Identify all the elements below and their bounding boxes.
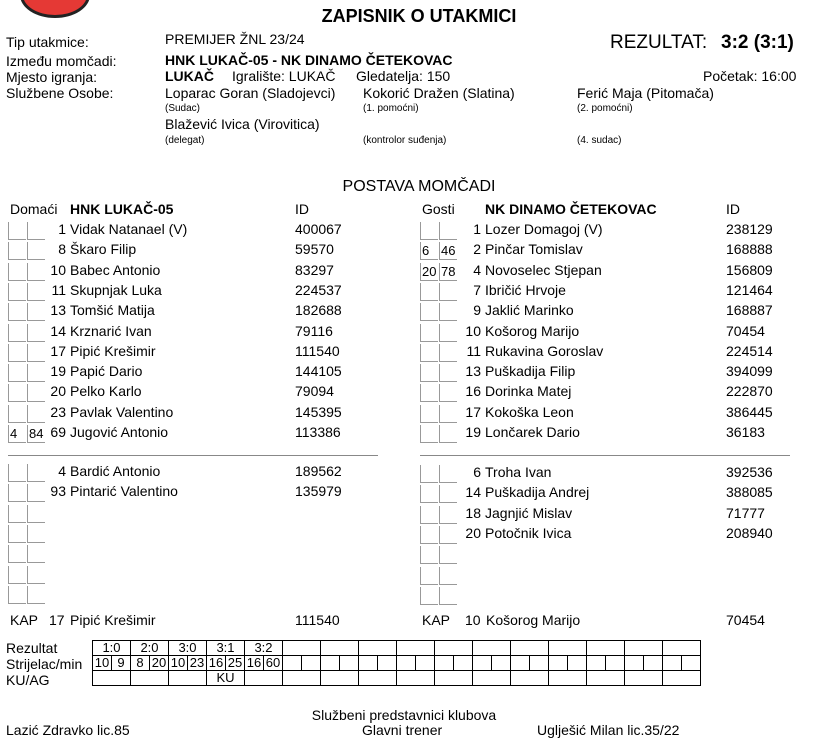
away-bench-name: Troha Ivan: [485, 464, 552, 480]
score-cell: [511, 641, 549, 656]
away-player-id: 70454: [726, 322, 765, 339]
away-player-id: 386445: [726, 403, 773, 420]
away-team-name: NK DINAMO ČETEKOVAC: [485, 201, 657, 217]
scorer-cell: 8: [131, 656, 150, 671]
score-cell: [321, 641, 359, 656]
away-player-name: Kokoška Leon: [485, 403, 574, 420]
home-player-number: 17: [50, 342, 66, 359]
home-sub-out-box: [8, 263, 26, 281]
scorer-cell: [568, 656, 587, 671]
home-player-number: 23: [50, 403, 66, 420]
representative-role: Glavni trener: [362, 722, 443, 738]
home-player-name: Škaro Filip: [70, 241, 137, 258]
away-player-number: 10: [465, 322, 481, 339]
away-sub-out-box: [420, 222, 438, 240]
away-player-name: Pinčar Tomislav: [485, 241, 583, 258]
home-player-number: 8: [58, 241, 66, 258]
scorer-cell: 60: [264, 656, 283, 671]
away-player-name: Novoselec Stjepan: [485, 261, 602, 278]
score-cell: 1:0: [93, 641, 131, 656]
away-id-header: ID: [726, 201, 740, 217]
home-player-id: 182688: [295, 302, 342, 319]
away-player-id: 168887: [726, 302, 773, 319]
away-sub-out-box: [420, 425, 438, 443]
home-id-header: ID: [295, 201, 309, 217]
away-player-id: 222870: [726, 383, 773, 400]
home-player-number: 13: [50, 302, 66, 319]
away-bench-number: 14: [465, 484, 481, 501]
away-representative: Uglješić Milan lic.35/22: [537, 722, 680, 738]
home-sub-out-box: [8, 242, 26, 260]
izmedu-value: HNK LUKAČ-05 - NK DINAMO ČETEKOVAC: [165, 52, 453, 68]
away-player-name: Lozer Domagoj (V): [485, 221, 603, 237]
mjesto-value: LUKAČ: [165, 68, 214, 84]
home-representative: Lazić Zdravko lic.85: [6, 722, 130, 738]
home-bench-name: Bardić Antonio: [70, 463, 161, 479]
scorer-cell: [283, 656, 302, 671]
home-sub-out-box: [8, 364, 26, 382]
away-player-name: Puškadija Filip: [485, 363, 576, 380]
away-player-number: 13: [465, 363, 481, 380]
home-player-id: 79094: [295, 383, 334, 400]
away-player-id: 224514: [726, 342, 773, 359]
score-cell: 3:1: [207, 641, 245, 656]
home-player-id: 59570: [295, 241, 334, 258]
page-title: ZAPISNIK O UTAKMICI: [321, 6, 517, 26]
home-bench-box: [8, 586, 26, 604]
kuag-cell: [625, 671, 663, 686]
score-cell: [283, 641, 321, 656]
away-bench-box: [420, 526, 438, 544]
away-divider: [420, 455, 790, 456]
home-sub-out-box: [8, 405, 26, 423]
away-player-number: 2: [473, 241, 481, 258]
away-bench-id: 388085: [726, 484, 773, 501]
home-sub-out-box: [8, 303, 26, 321]
scorers-label: Strijelac/min: [6, 656, 83, 672]
home-bench-box: [27, 586, 45, 604]
score-cell: [435, 641, 473, 656]
lineups-title: POSTAVA MOMČADI: [342, 178, 496, 195]
away-player-number: 7: [473, 281, 481, 298]
home-player-number: 14: [50, 322, 66, 339]
scorer-cell: [492, 656, 511, 671]
scorer-cell: 16: [207, 656, 226, 671]
away-player-name: Jaklić Marinko: [485, 302, 574, 319]
home-label: Domaći: [10, 201, 58, 217]
home-player-name: Pipić Krešimir: [70, 342, 156, 359]
official-role: (Sudac): [165, 103, 201, 114]
scorer-cell: [473, 656, 492, 671]
home-player-id: 400067: [295, 221, 342, 237]
scorer-cell: [587, 656, 606, 671]
score-cell: 3:2: [245, 641, 283, 656]
kuag-cell: [283, 671, 321, 686]
home-sub-out-box: [8, 324, 26, 342]
scorer-cell: [549, 656, 568, 671]
home-sub-out-box: [8, 384, 26, 402]
official-role: (delegat): [165, 135, 205, 146]
home-player-id: 83297: [295, 261, 334, 278]
away-sub-out-box: [420, 283, 438, 301]
izmedu-label: Između momčadi:: [6, 53, 117, 69]
away-bench-number: 20: [465, 524, 481, 541]
home-player-name: Vidak Natanael (V): [70, 221, 188, 237]
score-cell: [625, 641, 663, 656]
away-bench-box: [439, 567, 457, 585]
official-role: (4. sudac): [577, 135, 622, 146]
home-player-name: Papić Dario: [70, 363, 143, 380]
away-kap-name: Košorog Marijo: [486, 612, 581, 628]
pocetak: Početak: 16:00: [703, 68, 797, 84]
home-team-name: HNK LUKAČ-05: [70, 201, 174, 217]
home-bench-box: [8, 525, 26, 543]
kuag-cell: [169, 671, 207, 686]
scorer-cell: [359, 656, 378, 671]
home-player-number: 11: [51, 281, 66, 298]
away-bench-box: [439, 546, 457, 564]
away-player-number: 4: [473, 261, 481, 278]
score-cell: [663, 641, 701, 656]
results-label: Rezultat: [6, 640, 58, 656]
scorer-cell: [302, 656, 321, 671]
kuag-cell: [435, 671, 473, 686]
kuag-cell: [359, 671, 397, 686]
away-bench-id: 208940: [726, 524, 773, 541]
home-player-number: 20: [50, 383, 66, 400]
official-name: Ferić Maja (Pitomača): [577, 85, 714, 101]
away-player-name: Lončarek Dario: [485, 424, 580, 440]
score-cell: [473, 641, 511, 656]
kuag-cell: [245, 671, 283, 686]
tip-label: Tip utakmice:: [6, 34, 89, 50]
away-kap-id: 70454: [726, 612, 765, 628]
away-label: Gosti: [422, 201, 455, 217]
home-bench-box: [27, 566, 45, 584]
away-bench-box: [420, 567, 438, 585]
official-role: (2. pomoćni): [577, 103, 633, 114]
away-player-name: Košorog Marijo: [485, 322, 580, 339]
home-bench-box: [27, 505, 45, 523]
away-player-number: 11: [466, 342, 481, 359]
scorer-cell: [321, 656, 340, 671]
away-player-name: Dorinka Matej: [485, 383, 572, 400]
scorer-cell: [397, 656, 416, 671]
away-bench-number: 18: [465, 504, 481, 521]
home-kap-number: 17: [49, 612, 65, 628]
scorer-cell: 9: [112, 656, 131, 671]
away-sub-out-box: 20: [422, 263, 437, 279]
results-scorer-row: [93, 656, 701, 671]
away-player-id: 238129: [726, 221, 773, 237]
tip-value: PREMIJER ŽNL 23/24: [165, 31, 305, 47]
away-sub-out-box: 6: [420, 242, 438, 260]
official-name: Blažević Ivica (Virovitica): [165, 116, 320, 132]
kuag-cell: [93, 671, 131, 686]
score-cell: 2:0: [131, 641, 169, 656]
home-bench-id: 135979: [295, 483, 342, 500]
home-player-name: Jugović Antonio: [70, 424, 169, 440]
scorer-cell: [663, 656, 682, 671]
away-bench-id: 71777: [726, 504, 765, 521]
kuag-label: KU/AG: [6, 672, 50, 688]
scorer-cell: 10: [169, 656, 188, 671]
away-bench-box: [420, 587, 438, 605]
home-bench-number: 4: [58, 463, 66, 479]
home-sub-out-box: 4: [8, 425, 26, 443]
home-player-number: 10: [50, 261, 66, 278]
home-sub-min-box: 84: [29, 426, 44, 441]
away-player-name: Rukavina Goroslav: [485, 342, 604, 359]
home-player-id: 79116: [295, 322, 333, 339]
away-sub-out-box: [420, 303, 438, 321]
home-player-name: Tomšić Matija: [70, 302, 155, 319]
home-kap-label: KAP: [10, 612, 39, 628]
home-kap-id: 111540: [295, 612, 340, 628]
scorer-cell: [435, 656, 454, 671]
away-sub-out-box: [420, 344, 438, 362]
rezultat-value: 3:2 (3:1): [721, 32, 794, 53]
away-bench-id: 392536: [726, 464, 773, 480]
away-bench-box: [420, 546, 438, 564]
home-bench-number: 93: [50, 483, 66, 500]
score-cell: [549, 641, 587, 656]
away-bench-box: [420, 485, 438, 503]
official-name: Kokorić Dražen (Slatina): [363, 85, 515, 101]
home-bench-box: [8, 545, 26, 563]
scorer-cell: [454, 656, 473, 671]
home-sub-out-box: [8, 344, 26, 362]
kuag-cell: [473, 671, 511, 686]
away-player-id: 121464: [726, 281, 773, 298]
away-bench-name: Jagnjić Mislav: [485, 504, 573, 521]
kuag-cell: [511, 671, 549, 686]
home-bench-box: [8, 505, 26, 523]
away-sub-min-box: 46: [441, 243, 456, 259]
official-role: (kontrolor suđenja): [363, 135, 447, 146]
scorer-cell: [625, 656, 644, 671]
home-divider: [8, 455, 378, 456]
away-bench-box: [420, 506, 438, 524]
scorer-cell: [682, 656, 701, 671]
kuag-cell: [549, 671, 587, 686]
home-player-name: Pavlak Valentino: [70, 403, 174, 420]
away-bench-name: Puškadija Andrej: [485, 484, 590, 501]
away-sub-out-box: [420, 324, 438, 342]
away-bench-name: Potočnik Ivica: [485, 524, 572, 541]
home-player-number: 19: [50, 363, 66, 380]
mjesto-label: Mjesto igranja:: [6, 69, 98, 85]
away-bench-box: [420, 465, 438, 483]
home-player-number: 1: [58, 221, 66, 237]
gledatelja: Gledatelja: 150: [356, 68, 451, 84]
home-bench-name: Pintarić Valentino: [70, 483, 178, 500]
away-player-number: 1: [473, 221, 481, 237]
scorer-cell: [511, 656, 530, 671]
away-kap-label: KAP: [422, 612, 451, 628]
sluzbene-label: Službene Osobe:: [6, 85, 114, 101]
scorer-cell: [644, 656, 663, 671]
home-player-name: Babec Antonio: [70, 261, 161, 278]
away-sub-min-box: 78: [441, 263, 456, 279]
igraliste: Igralište: LUKAČ: [232, 68, 336, 84]
home-bench-id: 189562: [295, 463, 342, 479]
away-sub-out-box: [420, 364, 438, 382]
home-sub-out-box: [8, 283, 26, 301]
rezultat-label: REZULTAT:: [610, 32, 708, 53]
away-sub-out-box: [420, 405, 438, 423]
away-player-name: Ibričić Hrvoje: [485, 281, 566, 298]
home-player-id: 144105: [295, 363, 342, 380]
score-cell: [359, 641, 397, 656]
home-player-id: 111540: [295, 342, 340, 359]
home-sub-out-box: [8, 222, 26, 240]
away-sub-out-box: [420, 384, 438, 402]
away-player-number: 19: [465, 424, 481, 440]
results-table: [92, 640, 701, 686]
scorer-cell: 20: [150, 656, 169, 671]
kuag-cell: KU: [207, 671, 245, 686]
home-player-id: 224537: [295, 281, 342, 298]
score-cell: [397, 641, 435, 656]
scorer-cell: 25: [226, 656, 245, 671]
kuag-cell: [663, 671, 701, 686]
home-player-name: Skupnjak Luka: [70, 281, 162, 298]
away-player-id: 156809: [726, 261, 773, 278]
home-bench-box: [8, 464, 26, 482]
official-role: (1. pomoćni): [363, 103, 419, 114]
away-player-number: 9: [473, 302, 481, 319]
away-player-number: 17: [465, 403, 481, 420]
kuag-cell: [587, 671, 625, 686]
scorer-cell: 10: [93, 656, 112, 671]
official-name: Loparac Goran (Sladojevci): [165, 85, 336, 101]
scorer-cell: [606, 656, 625, 671]
score-cell: 3:0: [169, 641, 207, 656]
away-player-number: 16: [465, 383, 481, 400]
away-bench-number: 6: [473, 464, 481, 480]
home-player-name: Pelko Karlo: [70, 383, 142, 400]
home-bench-box: [27, 545, 45, 563]
home-bench-box: [8, 566, 26, 584]
scorer-cell: [378, 656, 397, 671]
home-player-number: 69: [50, 424, 66, 440]
results-kuag-row: [93, 671, 701, 686]
home-bench-box: [8, 484, 26, 502]
home-player-id: 113386: [295, 424, 341, 440]
scorer-cell: [416, 656, 435, 671]
kuag-cell: [131, 671, 169, 686]
scorer-cell: [340, 656, 359, 671]
away-kap-number: 10: [465, 612, 481, 628]
home-player-name: Krznarić Ivan: [70, 322, 152, 339]
away-player-id: 168888: [726, 241, 773, 258]
away-player-id: 394099: [726, 363, 773, 380]
home-kap-name: Pipić Krešimir: [70, 612, 156, 628]
scorer-cell: [530, 656, 549, 671]
scorer-cell: 16: [245, 656, 264, 671]
scorer-cell: 23: [188, 656, 207, 671]
kuag-cell: [397, 671, 435, 686]
kuag-cell: [321, 671, 359, 686]
footer-title: Službeni predstavnici klubova: [311, 707, 497, 723]
score-cell: [587, 641, 625, 656]
away-bench-box: [439, 587, 457, 605]
results-score-row: [93, 641, 701, 656]
home-bench-box: [27, 525, 45, 543]
away-player-id: 36183: [726, 424, 765, 440]
home-player-id: 145395: [295, 403, 342, 420]
